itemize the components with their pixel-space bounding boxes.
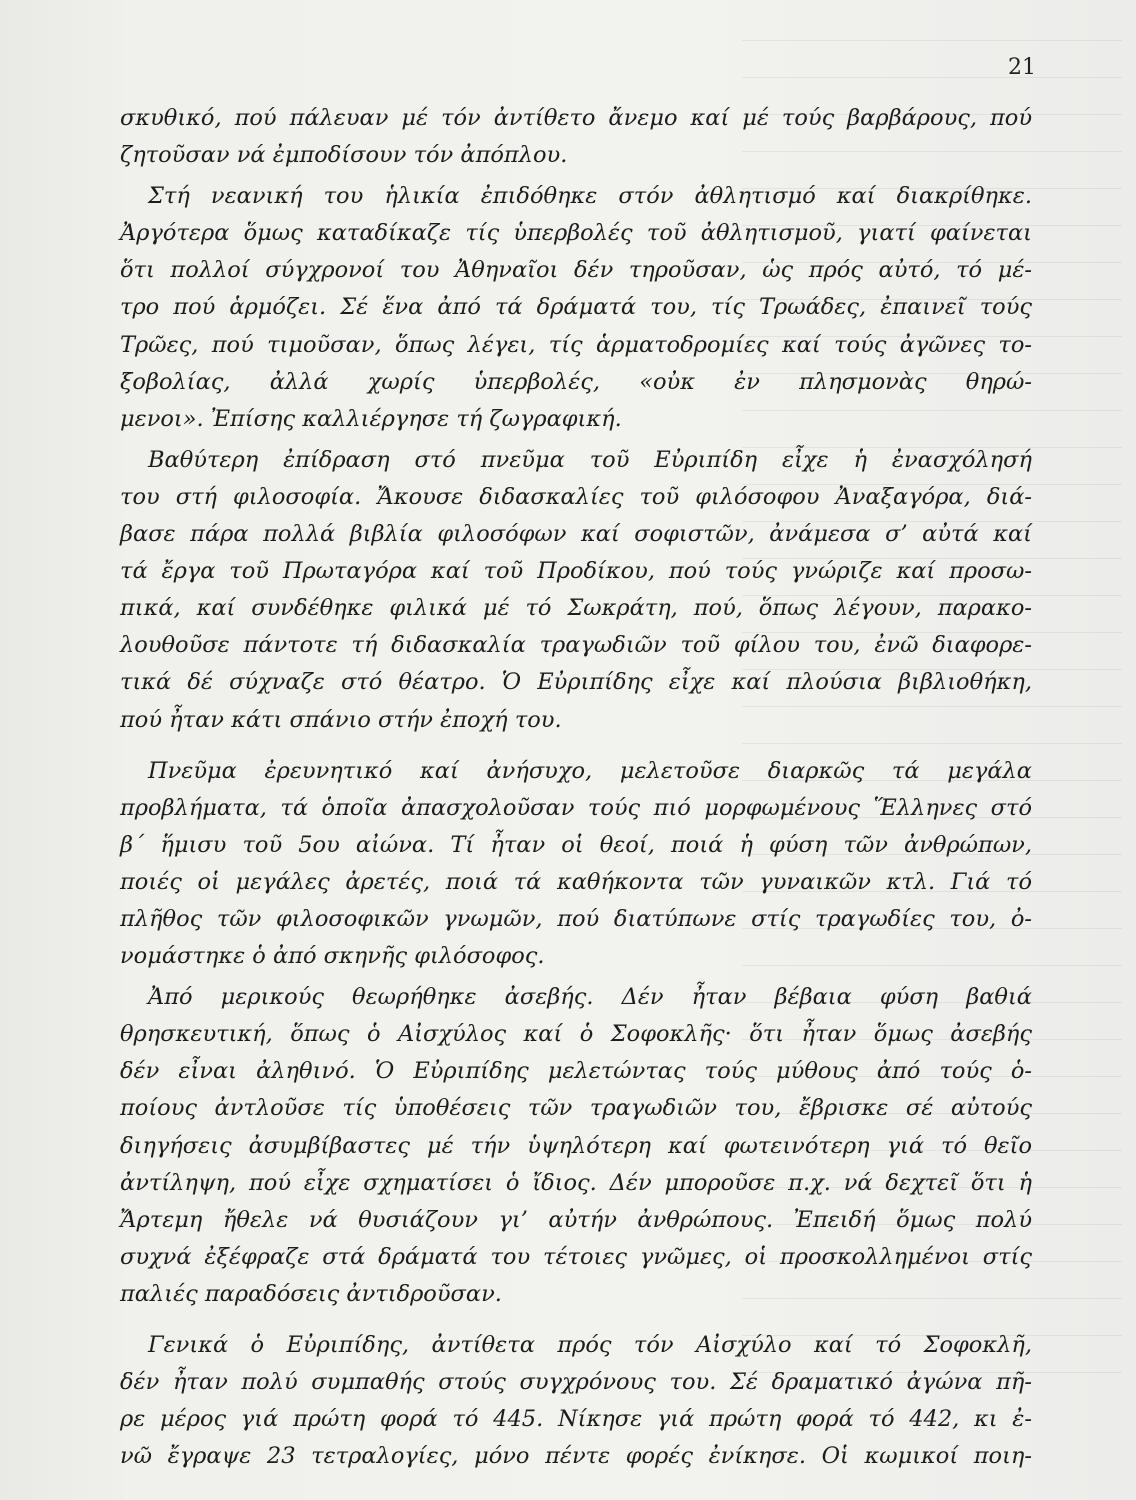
- text-line: ἀντίληψη, πού εἶχε σχηματίσει ὁ ἴδιος. Δέν μποροῦσε π.χ. νά δεχτεῖ ὅτι ἡ: [120, 1169, 1032, 1196]
- text-line: τρο πού ἁρμόζει. Σέ ἕνα ἀπό τά δράματά του, τίς Τρωάδες, ἐπαινεῖ τούς: [120, 294, 1032, 321]
- text-line: παλιές παραδόσεις ἀντιδροῦσαν.: [120, 1280, 502, 1307]
- text-line: ὅτι πολλοί σύγχρονοί του Ἀθηναῖοι δέν τηροῦσαν, ὡς πρός αὐτό, τό μέ-: [120, 257, 1032, 284]
- text-line: Στή νεανική του ἡλικία ἐπιδόθηκε στόν ἀθλητισμό καί διακρίθηκε.: [148, 183, 1032, 210]
- text-line: Ἄρτεμη ἤθελε νά θυσιάζουν γι’ αὐτήν ἀνθρώπους. Ἐπειδή ὅμως πολύ: [120, 1206, 1032, 1233]
- text-line: Βαθύτερη ἐπίδραση στό πνεῦμα τοῦ Εὐριπίδη εἶχε ἡ ἐνασχόλησή: [148, 446, 1032, 473]
- text-line: προβλήματα, τά ὁποῖα ἀπασχολοῦσαν τούς πιό μορφωμένους Ἕλληνες στό: [120, 794, 1032, 821]
- body-text: [120, 100, 1032, 1475]
- paragraph: [120, 442, 1032, 739]
- text-line: διηγήσεις ἀσυμβίβαστες μέ τήν ὑψηλότερη καί φωτεινότερη γιά τό θεῖο: [120, 1132, 1032, 1159]
- text-line: βασε πάρα πολλά βιβλία φιλοσόφων καί σοφιστῶν, ἀνάμεσα σ’ αὐτά καί: [120, 521, 1032, 548]
- text-line: του στή φιλοσοφία. Ἄκουσε διδασκαλίες τοῦ φιλόσοφου Ἀναξαγόρα, διά-: [120, 483, 1032, 510]
- text-line: ποιές οἱ μεγάλες ἀρετές, ποιά τά καθήκοντα τῶν γυναικῶν κτλ. Γιά τό: [120, 868, 1032, 895]
- text-line: ζητοῦσαν νά ἐμποδίσουν τόν ἀπόπλου.: [120, 142, 568, 169]
- paragraph: [120, 1327, 1032, 1475]
- text-line: πού ἦταν κάτι σπάνιο στήν ἐποχή του.: [120, 706, 562, 733]
- text-line: ρε μέρος γιά πρώτη φορά τό 445. Νίκησε γιά πρώτη φορά τό 442, κι ἐ-: [120, 1406, 1032, 1433]
- text-line: Ἀργότερα ὅμως καταδίκαζε τίς ὑπερβολές τοῦ ἀθλητισμοῦ, γιατί φαίνεται: [120, 220, 1032, 247]
- text-line: ποίους ἀντλοῦσε τίς ὑποθέσεις τῶν τραγωδιῶν του, ἔβρισκε σέ αὐτούς: [120, 1095, 1032, 1122]
- text-line: Τρῶες, πού τιμοῦσαν, ὅπως λέγει, τίς ἁρματοδρομίες καί τούς ἀγῶνες το-: [120, 331, 1032, 358]
- page-number: 21: [1008, 55, 1036, 80]
- text-line: δέν ἦταν πολύ συμπαθής στούς συγχρόνους του. Σέ δραματικό ἀγώνα πῆ-: [120, 1369, 1032, 1396]
- text-line: ξοβολίας, ἀλλά χωρίς ὑπερβολές, «οὐκ ἐν πλησμονὰς θηρώ-: [120, 368, 1032, 395]
- text-line: νομάστηκε ὁ ἀπό σκηνῆς φιλόσοφος.: [120, 943, 545, 970]
- text-line: θρησκευτική, ὅπως ὁ Αἰσχύλος καί ὁ Σοφοκλῆς· ὅτι ἦταν ὅμως ἀσεβής: [120, 1021, 1032, 1048]
- text-line: β΄ ἥμισυ τοῦ 5ου αἰώνα. Τί ἦταν οἱ θεοί, ποιά ἡ φύση τῶν ἀνθρώπων,: [120, 831, 1032, 858]
- text-line: Πνεῦμα ἐρευνητικό καί ἀνήσυχο, μελετοῦσε διαρκῶς τά μεγάλα: [148, 757, 1032, 784]
- text-line: τά ἔργα τοῦ Πρωταγόρα καί τοῦ Προδίκου, πού τούς γνώριζε καί προσω-: [120, 558, 1032, 585]
- text-line: σκυθικό, πού πάλευαν μέ τόν ἀντίθετο ἄνεμο καί μέ τούς βαρβάρους, πού: [120, 105, 1032, 131]
- text-line: δέν εἶναι ἀληθινό. Ὁ Εὐριπίδης μελετώντας τούς μύθους ἀπό τούς ὁ-: [120, 1058, 1032, 1085]
- text-line: συχνά ἐξέφραζε στά δράματά του τέτοιες γνῶμες, οἱ προσκολλημένοι στίς: [120, 1243, 1032, 1270]
- paragraph: [120, 753, 1032, 976]
- paragraph: [120, 178, 1032, 438]
- paragraph: [120, 979, 1032, 1313]
- text-line: λουθοῦσε πάντοτε τή διδασκαλία τραγωδιῶν τοῦ φίλου του, ἐνῶ διαφορε-: [120, 632, 1032, 659]
- text-line: πικά, καί συνδέθηκε φιλικά μέ τό Σωκράτη, πού, ὅπως λέγουν, παρακο-: [120, 595, 1032, 622]
- text-line: Γενικά ὁ Εὐριπίδης, ἀντίθετα πρός τόν Αἰσχύλο καί τό Σοφοκλῆ,: [148, 1332, 1032, 1358]
- text-line: πλῆθος τῶν φιλοσοφικῶν γνωμῶν, πού διατύπωνε στίς τραγωδίες του, ὀ-: [120, 905, 1032, 932]
- text-line: τικά δέ σύχναζε στό θέατρο. Ὁ Εὐριπίδης εἶχε καί πλούσια βιβλιοθήκη,: [120, 669, 1032, 696]
- text-line: Ἀπό μερικούς θεωρήθηκε ἀσεβής. Δέν ἦταν βέβαια φύση βαθιά: [148, 984, 1032, 1011]
- paragraph: [120, 100, 1032, 174]
- text-line: μενοι». Ἐπίσης καλλιέργησε τή ζωγραφική.: [120, 405, 622, 432]
- text-line: νῶ ἔγραψε 23 τετραλογίες, μόνο πέντε φορές ἐνίκησε. Οἱ κωμικοί ποιη-: [120, 1443, 1032, 1470]
